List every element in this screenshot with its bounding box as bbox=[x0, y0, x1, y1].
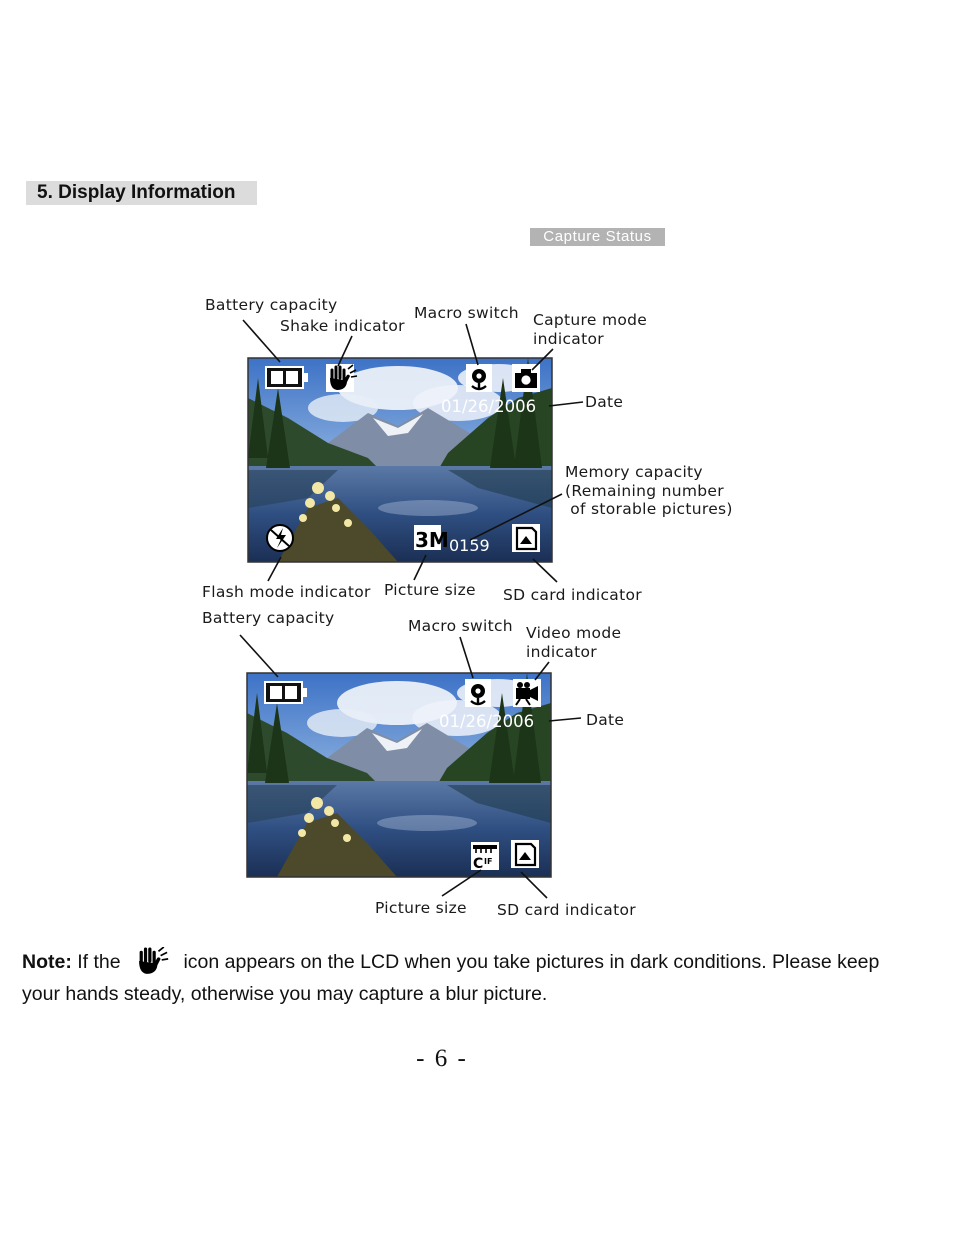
video-size-icon bbox=[471, 842, 499, 872]
svg-text:C: C bbox=[473, 856, 484, 872]
label-video-mode: Video mode bbox=[526, 624, 622, 642]
video-camera-icon bbox=[513, 679, 541, 707]
note-label: Note: bbox=[22, 951, 72, 973]
picture-size-icon bbox=[414, 525, 449, 552]
label-sd-card: SD card indicator bbox=[503, 586, 642, 604]
flash-off-icon bbox=[267, 525, 293, 551]
capture-status-badge: Capture Status bbox=[530, 228, 665, 246]
label-capture-mode: Capture mode bbox=[533, 311, 648, 329]
label-memory-capacity: Memory capacity bbox=[565, 463, 703, 481]
note-text-after: icon appears on the LCD when you take pictures in dark conditions. Please keep your hands steady, otherwise you may capture a blur picture. bbox=[22, 951, 880, 1005]
page-number: - 6 - bbox=[416, 1045, 468, 1072]
label-macro-switch: Macro switch bbox=[408, 617, 513, 635]
macro-flower-icon bbox=[465, 679, 491, 707]
label-battery-capacity: Battery capacity bbox=[205, 296, 338, 314]
shake-hand-icon bbox=[132, 947, 172, 975]
memory-count: 0159 bbox=[449, 536, 490, 555]
sd-card-icon bbox=[511, 840, 539, 868]
label-picture-size: Picture size bbox=[384, 581, 476, 599]
label-macro-switch: Macro switch bbox=[414, 304, 519, 322]
label-video-mode-2: indicator bbox=[526, 643, 597, 661]
label-sd-card: SD card indicator bbox=[497, 901, 636, 919]
video-screen bbox=[240, 635, 581, 898]
label-shake-indicator: Shake indicator bbox=[280, 317, 405, 335]
label-memory-capacity-2: (Remaining number bbox=[565, 482, 724, 500]
camera-icon bbox=[512, 364, 540, 392]
label-battery-capacity: Battery capacity bbox=[202, 609, 335, 627]
sd-card-icon bbox=[512, 524, 540, 552]
svg-text:IF: IF bbox=[484, 857, 493, 866]
note-paragraph bbox=[22, 946, 922, 1010]
capture-screen bbox=[243, 320, 583, 582]
label-memory-capacity-3: of storable pictures) bbox=[565, 500, 733, 518]
label-date: Date bbox=[586, 711, 625, 729]
picture-size-value: 3M bbox=[415, 528, 449, 552]
label-date: Date bbox=[585, 393, 624, 411]
section-title: 5. Display Information bbox=[26, 181, 257, 205]
macro-flower-icon bbox=[466, 364, 492, 392]
label-capture-mode-2: indicator bbox=[533, 330, 604, 348]
battery-icon bbox=[265, 682, 307, 703]
date-display: 01/26/2006 bbox=[441, 397, 537, 416]
label-picture-size: Picture size bbox=[375, 899, 467, 917]
note-text-before: If the bbox=[71, 951, 127, 973]
label-flash-mode: Flash mode indicator bbox=[202, 583, 371, 601]
battery-icon bbox=[266, 367, 308, 388]
date-display: 01/26/2006 bbox=[439, 712, 535, 731]
shake-icon bbox=[326, 364, 357, 392]
